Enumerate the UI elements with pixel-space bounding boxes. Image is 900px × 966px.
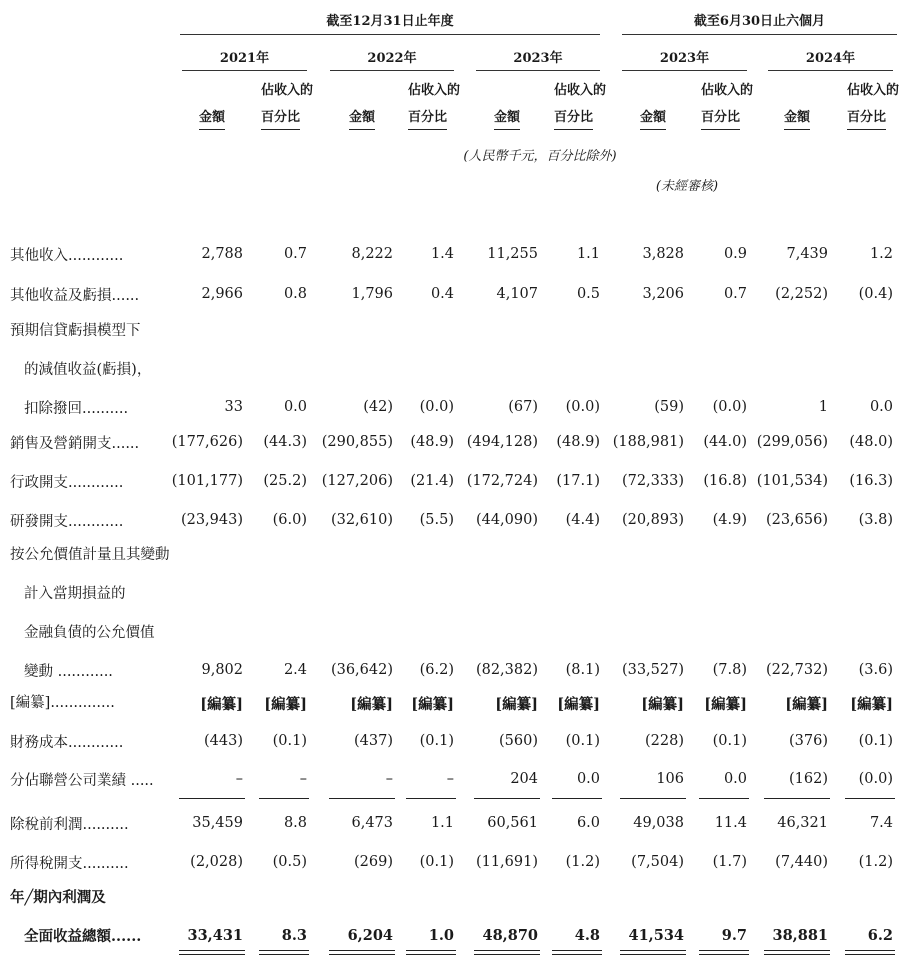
row-label: [編纂].............. [10,695,115,711]
percentage-cell: 0.0 [869,399,893,415]
total-double-underline [620,954,686,955]
percentage-cell: – [299,771,307,787]
amount-cell: [編纂] [350,696,393,713]
amount-cell: (72,333) [621,473,684,489]
amount-cell: (22,732) [765,662,828,678]
percentage-cell: (3.8) [858,512,893,528]
amount-cell: (20,893) [621,512,684,528]
total-double-underline [845,950,895,951]
header-half-group: 截至6月30日止六個月 [693,14,826,29]
amount-cell: [編纂] [200,696,243,713]
percentage-cell: (0.1) [419,854,454,870]
percentage-cell: 1.4 [430,246,454,262]
unaudited-note: (未經審核) [655,179,719,194]
percentage-column-header-line1: 佔收入的 [847,83,900,98]
percentage-cell: (5.5) [419,512,454,528]
percentage-cell: (6.0) [272,512,307,528]
percentage-cell: (4.9) [712,512,747,528]
row-label: 財務成本............ [10,735,124,751]
total-double-underline [552,954,602,955]
percentage-cell: 1.2 [869,246,893,262]
amount-cell: – [385,771,393,787]
percentage-cell: (0.0) [858,771,893,787]
percentage-cell: (7.8) [712,662,747,678]
header-half-group-rule [622,34,897,35]
row-label: 的減值收益(虧損)， [24,362,152,378]
row-label: 變動 ............ [24,664,113,680]
amount-cell: (23,943) [180,512,243,528]
total-double-underline [259,954,309,955]
amount-cell: (269) [354,854,393,870]
row-label: 研發開支............ [10,514,124,530]
amount-cell: (437) [354,733,393,749]
amount-column-header: 金額 [349,107,375,130]
row-label: 其他收入............ [10,248,124,264]
percentage-cell: (44.3) [263,434,307,450]
amount-cell: 11,255 [487,246,538,262]
percentage-cell: (17.1) [556,473,600,489]
percentage-cell: (0.0) [565,399,600,415]
percentage-cell: (0.1) [712,733,747,749]
percentage-cell: (1.2) [858,854,893,870]
header-year-group-rule [180,34,600,35]
percentage-column-header-line1: 佔收入的 [554,83,607,98]
percentage-cell: 0.0 [723,771,747,787]
subtotal-rule [699,798,749,799]
row-label: 除稅前利潤.......... [10,817,129,833]
percentage-cell: 1.1 [576,246,600,262]
amount-column-header: 金額 [784,107,810,130]
amount-cell: (7,440) [775,854,828,870]
amount-cell: 6,473 [351,815,393,831]
row-label: 全面收益總額...... [24,928,142,945]
unit-note: (人民幣千元，百分比除外) [463,149,617,164]
amount-cell: 9,802 [201,662,243,678]
percentage-cell: 1.1 [430,815,454,831]
amount-column-header: 金額 [640,107,666,130]
percentage-cell: (0.5) [272,854,307,870]
amount-cell: 1 [818,399,828,415]
amount-cell: 3,828 [642,246,684,262]
percentage-cell: (4.4) [565,512,600,528]
percentage-cell: 0.7 [723,286,747,302]
total-double-underline [329,950,395,951]
year-header-rule [622,70,747,71]
percentage-cell: [編纂] [850,696,893,713]
total-double-underline [179,954,245,955]
subtotal-rule [474,798,540,799]
percentage-cell: 11.4 [714,815,747,831]
amount-cell: (36,642) [330,662,393,678]
amount-column-header: 金額 [199,107,225,130]
percentage-column-header-line1: 佔收入的 [701,83,754,98]
percentage-column-header-line2: 百分比 [408,107,447,130]
percentage-column-header-line2: 百分比 [261,107,300,130]
amount-cell: (376) [789,733,828,749]
amount-column-header: 金額 [494,107,520,130]
year-header: 2023年 [513,51,563,66]
percentage-cell: (3.6) [858,662,893,678]
percentage-cell: (0.0) [712,399,747,415]
total-double-underline [845,954,895,955]
amount-cell: 106 [656,771,684,787]
year-header-rule [182,70,307,71]
amount-cell: 3,206 [642,286,684,302]
amount-cell: (42) [363,399,393,415]
amount-cell: 1,796 [351,286,393,302]
amount-cell: 2,966 [201,286,243,302]
percentage-cell: (0.1) [565,733,600,749]
amount-cell: (101,177) [171,473,243,489]
total-double-underline [474,954,540,955]
row-label: 計入當期損益的 [24,586,126,602]
subtotal-rule [329,798,395,799]
subtotal-rule [259,798,309,799]
percentage-cell: (48.9) [410,434,454,450]
amount-cell: (44,090) [475,512,538,528]
amount-cell: (101,534) [756,473,828,489]
amount-cell: 38,881 [772,927,828,944]
amount-cell: (172,724) [466,473,538,489]
percentage-cell: 0.5 [576,286,600,302]
year-header: 2024年 [805,51,856,66]
year-header-rule [768,70,893,71]
subtotal-rule [620,798,686,799]
amount-cell: 33 [224,399,243,415]
total-double-underline [620,950,686,951]
percentage-cell: (1.2) [565,854,600,870]
amount-cell: (228) [645,733,684,749]
amount-cell: 204 [510,771,538,787]
total-double-underline [699,950,749,951]
subtotal-rule [845,798,895,799]
percentage-cell: (8.1) [565,662,600,678]
year-header: 2022年 [367,51,417,66]
percentage-cell: 0.4 [430,286,454,302]
amount-cell: (162) [789,771,828,787]
year-header-rule [330,70,454,71]
total-double-underline [474,950,540,951]
percentage-cell: (16.3) [849,473,893,489]
amount-cell: (560) [499,733,538,749]
percentage-cell: 8.3 [281,927,307,944]
amount-cell: (177,626) [171,434,243,450]
amount-cell: 49,038 [633,815,684,831]
total-double-underline [259,950,309,951]
amount-cell: (290,855) [321,434,393,450]
year-header: 2023年 [659,51,710,66]
percentage-cell: 6.2 [867,927,893,944]
total-double-underline [406,954,456,955]
amount-cell: 60,561 [487,815,538,831]
percentage-cell: 8.8 [283,815,307,831]
amount-cell: (67) [508,399,538,415]
percentage-cell: (0.1) [419,733,454,749]
row-label: 分佔聯營公司業績 ..... [10,773,154,789]
header-year-group: 截至12月31日止年度 [326,14,454,29]
row-label: 其他收益及虧損...... [10,288,140,304]
percentage-cell: 0.7 [283,246,307,262]
total-double-underline [406,950,456,951]
amount-cell: 46,321 [777,815,828,831]
amount-cell: (32,610) [330,512,393,528]
amount-cell: (299,056) [756,434,828,450]
amount-cell: 7,439 [786,246,828,262]
percentage-cell: (44.0) [703,434,747,450]
percentage-cell: 0.8 [283,286,307,302]
percentage-cell: (48.9) [556,434,600,450]
percentage-cell: [編纂] [264,696,307,713]
amount-cell: [編纂] [495,696,538,713]
amount-cell: 33,431 [187,927,243,944]
percentage-column-header-line1: 佔收入的 [408,83,461,98]
row-label: 銷售及營銷開支...... [10,436,140,452]
row-label: 所得稅開支.......... [10,856,129,872]
subtotal-rule [179,798,245,799]
percentage-cell: 6.0 [576,815,600,831]
subtotal-rule [552,798,602,799]
percentage-column-header-line2: 百分比 [701,107,740,130]
amount-cell: (7,504) [631,854,684,870]
percentage-cell: (25.2) [263,473,307,489]
amount-cell: (2,028) [190,854,243,870]
percentage-cell: – [446,771,454,787]
subtotal-rule [764,798,830,799]
percentage-cell: (0.1) [858,733,893,749]
amount-cell: (494,128) [466,434,538,450]
amount-cell: [編纂] [785,696,828,713]
percentage-column-header-line2: 百分比 [847,107,886,130]
percentage-cell: 4.8 [574,927,600,944]
year-header-rule [476,70,600,71]
percentage-cell: (0.1) [272,733,307,749]
row-label: 行政開支............ [10,475,124,491]
year-header: 2021年 [219,51,270,66]
amount-cell: [編纂] [641,696,684,713]
row-label: 扣除撥回.......... [24,401,129,417]
percentage-cell: [編纂] [411,696,454,713]
total-double-underline [329,954,395,955]
total-double-underline [699,954,749,955]
total-double-underline [179,950,245,951]
percentage-cell: (1.7) [712,854,747,870]
row-label: 預期信貸虧損模型下 [10,323,141,339]
amount-cell: (188,981) [612,434,684,450]
amount-cell: 2,788 [201,246,243,262]
percentage-cell: (6.2) [419,662,454,678]
total-double-underline [764,950,830,951]
percentage-cell: 0.0 [576,771,600,787]
amount-cell: 8,222 [351,246,393,262]
row-label: 按公允價值計量且其變動 [10,547,170,563]
percentage-cell: 0.9 [723,246,747,262]
amount-cell: (443) [204,733,243,749]
percentage-cell: 2.4 [283,662,307,678]
percentage-cell: (0.4) [858,286,893,302]
amount-cell: 4,107 [496,286,538,302]
subtotal-rule [406,798,456,799]
percentage-cell: 7.4 [869,815,893,831]
percentage-cell: (21.4) [410,473,454,489]
percentage-cell: (48.0) [849,434,893,450]
percentage-cell: 9.7 [721,927,747,944]
amount-cell: (82,382) [475,662,538,678]
total-double-underline [764,954,830,955]
amount-cell: (127,206) [321,473,393,489]
percentage-cell: [編纂] [704,696,747,713]
percentage-cell: 0.0 [283,399,307,415]
row-label: 金融負債的公允價值 [24,625,155,641]
amount-cell: (59) [654,399,684,415]
percentage-cell: (16.8) [703,473,747,489]
percentage-cell: 1.0 [428,927,454,944]
percentage-column-header-line2: 百分比 [554,107,593,130]
percentage-cell: (0.0) [419,399,454,415]
amount-cell: (23,656) [765,512,828,528]
total-double-underline [552,950,602,951]
amount-cell: (2,252) [775,286,828,302]
amount-cell: 48,870 [482,927,538,944]
percentage-cell: [編纂] [557,696,600,713]
percentage-column-header-line1: 佔收入的 [261,83,314,98]
row-label: 年╱期內利潤及 [10,889,106,906]
amount-cell: (11,691) [475,854,538,870]
amount-cell: (33,527) [621,662,684,678]
amount-cell: – [235,771,243,787]
amount-cell: 35,459 [192,815,243,831]
amount-cell: 6,204 [347,927,393,944]
amount-cell: 41,534 [628,927,684,944]
